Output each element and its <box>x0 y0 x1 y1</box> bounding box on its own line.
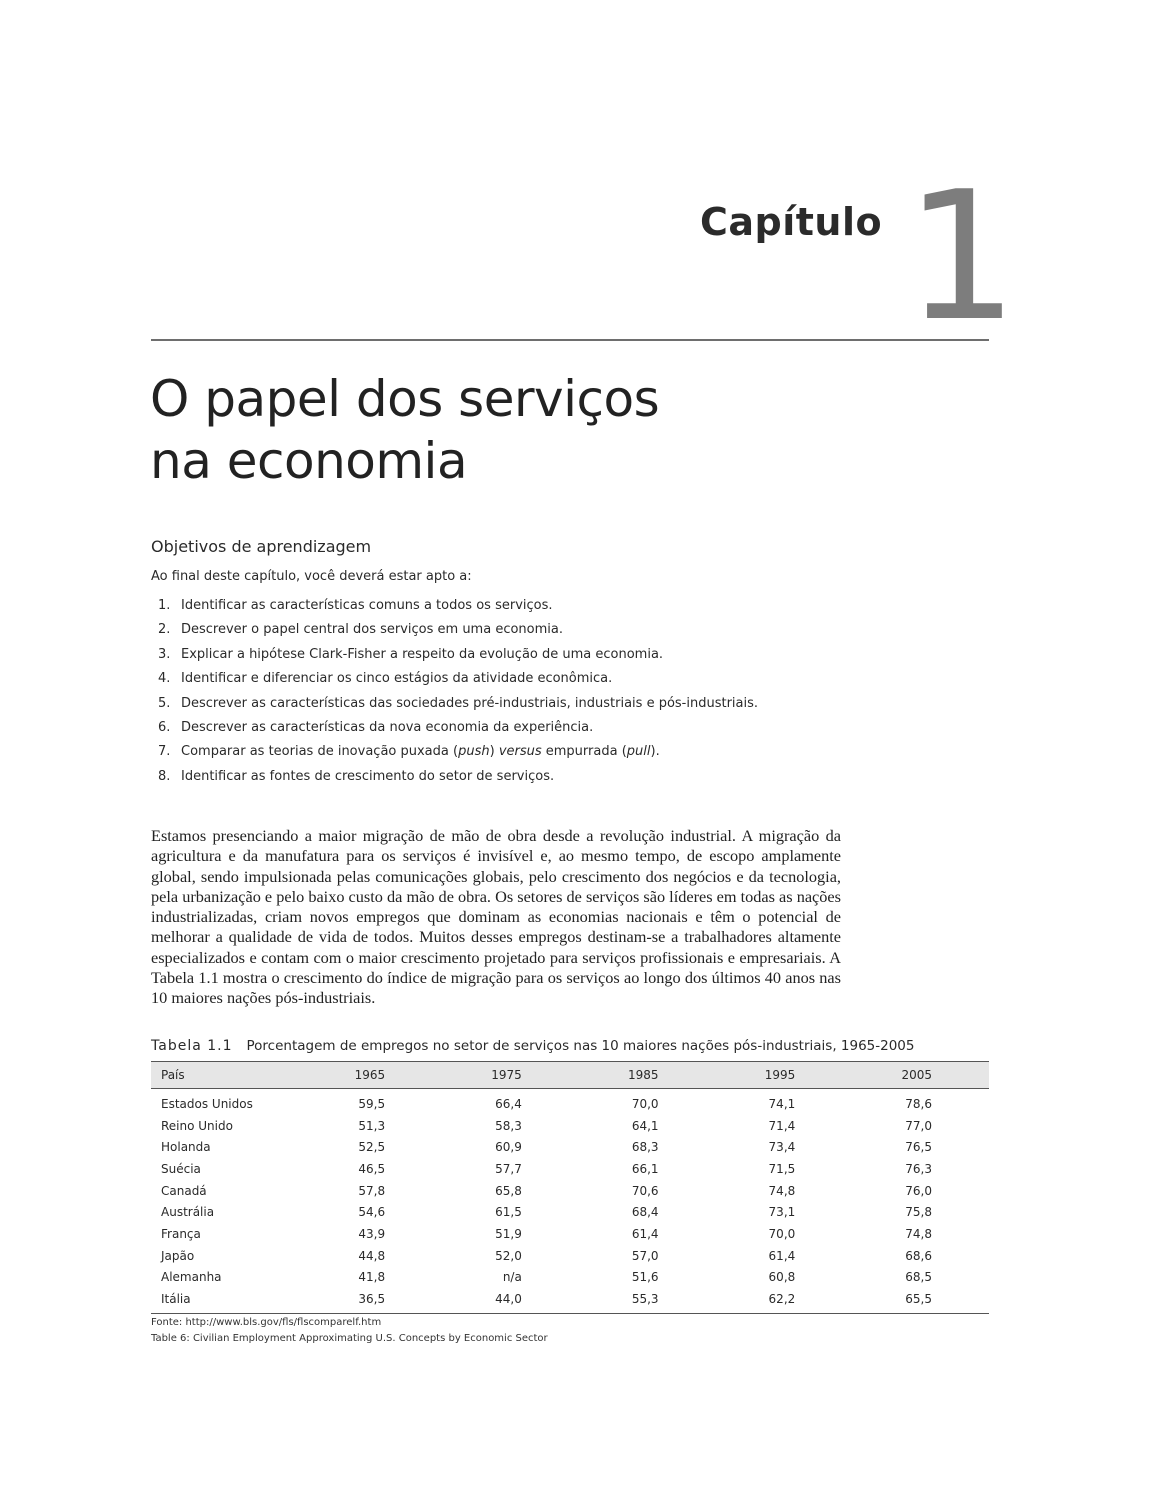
value-cell: 61,5 <box>495 1205 522 1220</box>
objective-item <box>158 645 858 669</box>
chapter-title-line-2: na economia <box>150 432 468 490</box>
country-cell: Japão <box>161 1248 195 1263</box>
objective-text: Descrever as características das sociedades pré-industriais, industriais e pós-industriais. <box>181 695 759 711</box>
objective-item <box>158 669 858 693</box>
value-cell: 64,1 <box>631 1118 659 1133</box>
objective-text <box>181 742 660 766</box>
objective-item <box>158 767 858 791</box>
value-cell: 46,5 <box>358 1161 386 1176</box>
table-source <box>151 1315 548 1347</box>
country-cell: França <box>161 1226 201 1241</box>
column-header-1975: 1975 <box>442 1062 579 1089</box>
value-cell: 76,3 <box>905 1161 932 1176</box>
table-row <box>151 1115 989 1137</box>
value-cell: 44,8 <box>358 1248 386 1263</box>
objective-text: Descrever as características da nova economia da experiência. <box>181 719 594 735</box>
value-cell: 52,5 <box>358 1140 386 1155</box>
value-cell: 60,8 <box>768 1270 796 1285</box>
value-cell: 52,0 <box>495 1248 522 1263</box>
objectives-heading: Objetivos de aprendizagem <box>151 537 372 556</box>
value-cell: 36,5 <box>305 1288 442 1313</box>
employment-table <box>151 1061 989 1314</box>
value-cell: 66,4 <box>495 1096 522 1111</box>
chapter-title-line-1: O papel dos serviços <box>150 370 660 428</box>
table-row <box>151 1267 989 1289</box>
country-cell: Alemanha <box>161 1270 222 1285</box>
value-cell: 71,4 <box>768 1118 796 1133</box>
objective-item <box>158 694 858 718</box>
value-cell: 51,3 <box>358 1118 386 1133</box>
country-cell: Itália <box>151 1288 305 1313</box>
objective-text: Descrever o papel central dos serviços em uma economia. <box>181 622 563 638</box>
value-cell: 76,5 <box>905 1140 932 1155</box>
value-cell: 65,8 <box>495 1183 522 1198</box>
column-header-1995: 1995 <box>716 1062 853 1089</box>
value-cell: 41,8 <box>358 1270 386 1285</box>
value-cell: 73,1 <box>768 1205 796 1220</box>
value-cell: 44,0 <box>442 1288 579 1313</box>
objective-text-part: ). <box>650 744 660 760</box>
objective-number: 8. <box>158 768 171 784</box>
value-cell: 73,4 <box>768 1140 796 1155</box>
objective-item <box>158 596 858 620</box>
value-cell: 57,7 <box>495 1161 522 1176</box>
value-cell: 70,0 <box>631 1096 659 1111</box>
value-cell: 62,2 <box>716 1288 853 1313</box>
objective-number: 5. <box>158 695 171 711</box>
table-body <box>151 1089 989 1314</box>
value-cell: 70,6 <box>631 1183 659 1198</box>
table-row <box>151 1223 989 1245</box>
value-cell: 68,6 <box>905 1248 932 1263</box>
value-cell: 74,8 <box>768 1183 796 1198</box>
objective-text: Identificar e diferenciar os cinco estágios da atividade econômica. <box>181 671 613 687</box>
table-row <box>151 1136 989 1158</box>
table-header-row <box>151 1062 989 1089</box>
table-row <box>151 1089 989 1115</box>
objective-term-push: push <box>458 744 490 760</box>
table-row <box>151 1180 989 1202</box>
value-cell: 71,5 <box>768 1161 796 1176</box>
objective-number: 2. <box>158 622 171 638</box>
objective-text-part: Comparar as teorias de inovação puxada ( <box>181 744 459 760</box>
value-cell: 55,3 <box>579 1288 716 1313</box>
objectives-intro: Ao final deste capítulo, você deverá estar apto a: <box>151 569 472 584</box>
table-row <box>151 1245 989 1267</box>
value-cell: 58,3 <box>495 1118 522 1133</box>
objective-number: 1. <box>158 598 171 613</box>
value-cell: 57,0 <box>631 1248 659 1263</box>
objective-item <box>158 620 858 644</box>
value-cell: 76,0 <box>905 1183 932 1198</box>
objective-item <box>158 718 858 742</box>
column-header-1985: 1985 <box>579 1062 716 1089</box>
value-cell: 78,6 <box>905 1096 932 1111</box>
objective-text-part: empurrada ( <box>541 744 627 760</box>
chapter-divider <box>151 339 989 341</box>
value-cell: 74,8 <box>905 1226 932 1241</box>
value-cell: 66,1 <box>631 1161 659 1176</box>
country-cell: Estados Unidos <box>161 1096 253 1111</box>
country-cell: Canadá <box>161 1183 207 1198</box>
value-cell: 68,5 <box>905 1270 932 1285</box>
value-cell: 75,8 <box>905 1205 932 1220</box>
chapter-number: 1 <box>905 153 1019 360</box>
body-paragraph: Estamos presenciando a maior migração de mão de obra desde a revolução industrial. A migração da agricultura e da manufatura para os serviços é invisível e, ao mesmo tempo, de escopo amplamente global, sendo impulsionada pelas comunicações globais, pelo crescimento dos negócios e da tecnologia, pela urbanização e pelo baixo custo da mão de obra. Os setores de serviços são líderes em todas as nações industrializadas, criam novos empregos que dominam as economias nacionais e têm o potencial de melhorar a qualidade de vida de todos. Muitos desses empregos destinam-se a trabalhadores altamente especializados e contam com o maior crescimento projetado para serviços profissionais e empresariais. A Tabela 1.1 mostra o crescimento do índice de migração para os serviços ao longo dos últimos 40 anos nas 10 maiores nações pós-industriais. <box>151 826 841 1008</box>
objective-text: Identificar as características comuns a todos os serviços. <box>181 598 553 613</box>
value-cell: 70,0 <box>768 1226 796 1241</box>
table-caption <box>151 1038 991 1054</box>
table-header <box>151 1062 989 1089</box>
objective-text-part: ) <box>489 744 499 760</box>
value-cell: 60,9 <box>495 1140 522 1155</box>
objective-text: Explicar a hipótese Clark-Fisher a respeito da evolução de uma economia. <box>181 646 664 662</box>
chapter-label: Capítulo <box>700 200 883 244</box>
value-cell: 51,6 <box>631 1270 659 1285</box>
value-cell: 61,4 <box>768 1248 796 1263</box>
value-cell: 61,4 <box>631 1226 659 1241</box>
objective-number: 4. <box>158 671 171 687</box>
objective-number: 6. <box>158 719 171 735</box>
value-cell: 77,0 <box>905 1118 932 1133</box>
table-title: Porcentagem de empregos no setor de serviços nas 10 maiores nações pós-industriais, 1965-2005 <box>246 1038 915 1054</box>
column-header-2005: 2005 <box>852 1062 989 1089</box>
column-header-country: País <box>151 1062 305 1089</box>
table-row <box>151 1158 989 1180</box>
source-url: Fonte: http://www.bls.gov/fls/flscomparelf.htm <box>151 1317 382 1328</box>
value-cell: 68,4 <box>631 1205 659 1220</box>
table-number: Tabela 1.1 <box>151 1038 233 1054</box>
objective-item <box>158 742 858 766</box>
table-row <box>151 1288 989 1313</box>
table-row <box>151 1201 989 1223</box>
country-cell: Austrália <box>161 1205 215 1220</box>
source-description: Table 6: Civilian Employment Approximating U.S. Concepts by Economic Sector <box>151 1333 548 1344</box>
value-cell: 65,5 <box>852 1288 989 1313</box>
value-cell: n/a <box>502 1270 522 1285</box>
objective-number: 3. <box>158 646 171 662</box>
objective-number: 7. <box>158 744 171 760</box>
chapter-title <box>150 368 850 492</box>
country-cell: Holanda <box>161 1140 211 1155</box>
objective-term-pull: pull <box>626 744 651 760</box>
objective-text: Identificar as fontes de crescimento do setor de serviços. <box>181 768 555 784</box>
objectives-list <box>158 596 858 791</box>
value-cell: 51,9 <box>495 1226 522 1241</box>
value-cell: 54,6 <box>358 1205 386 1220</box>
value-cell: 57,8 <box>358 1183 386 1198</box>
country-cell: Suécia <box>161 1161 201 1176</box>
value-cell: 43,9 <box>358 1226 386 1241</box>
value-cell: 74,1 <box>768 1096 796 1111</box>
value-cell: 68,3 <box>631 1140 659 1155</box>
value-cell: 59,5 <box>358 1096 386 1111</box>
country-cell: Reino Unido <box>161 1118 233 1133</box>
column-header-1965: 1965 <box>305 1062 442 1089</box>
objective-term-versus: versus <box>498 744 542 760</box>
